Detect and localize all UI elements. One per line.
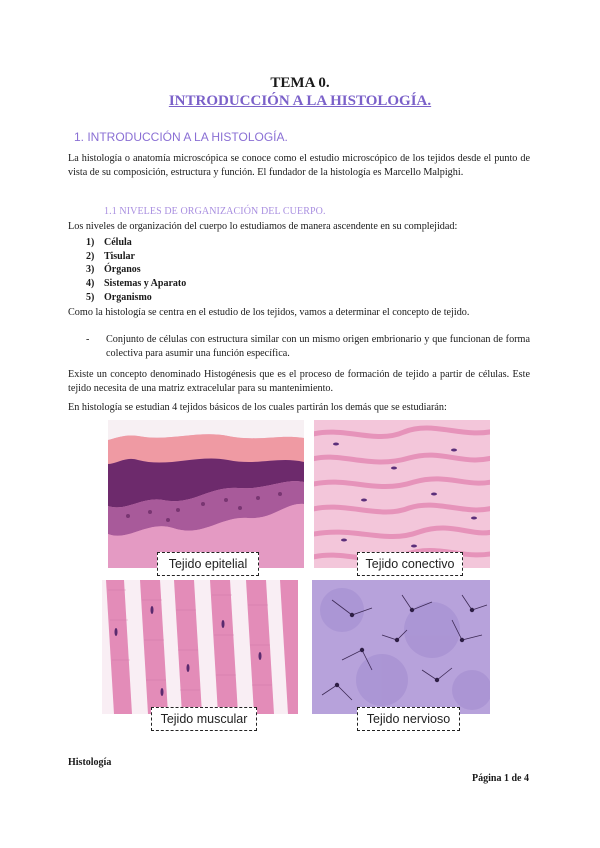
caption-nervioso: Tejido nervioso (357, 707, 460, 731)
nervous-tissue-image (312, 580, 490, 714)
subsection-heading: 1.1 NIVELES DE ORGANIZACIÓN DEL CUERPO. (104, 206, 326, 217)
list-item: 4) Sistemas y Aparato (86, 278, 187, 290)
tissue-definition: - Conjunto de células con estructura similar con un mismo origen embrionario y que funcionan de forma colectiva para asumir una función específica. (86, 334, 530, 359)
tissue-paragraph: Como la histología se centra en el estudio de los tejidos, vamos a determinar el concepto de tejido. (68, 307, 470, 318)
list-item: 5) Organismo (86, 291, 152, 303)
list-item: 1) Célula (86, 237, 132, 248)
four-tissues-paragraph: En histología se estudian 4 tejidos básicos de los cuales partirán los demás que se estudiarán: (68, 402, 447, 413)
levels-intro: Los niveles de organización del cuerpo lo estudiamos de manera ascendente en su complejidad: (68, 221, 458, 232)
list-item: 3) Órganos (86, 264, 141, 276)
intro-paragraph: La histología o anatomía microscópica se conoce como el estudio microscópico de los tejidos desde el punto de vista de su composición, estructura y función. El fundador de la histología es Marcello Malpighi. (68, 153, 530, 178)
epithelial-tissue-image (108, 420, 304, 568)
page-subtitle: INTRODUCCIÓN A LA HISTOLOGÍA. (168, 93, 432, 109)
caption-muscular: Tejido muscular (151, 707, 257, 731)
histogenesis-paragraph: Existe un concepto denominado Histogénesis que es el proceso de formación de tejido a partir de células. Este tejido necesita de una matriz extracelular para su mantenimiento. (68, 369, 530, 394)
levels-list (86, 236, 186, 305)
page-number: Página 1 de 4 (472, 773, 529, 784)
section-heading: 1. INTRODUCCIÓN A LA HISTOLOGÍA. (74, 130, 288, 144)
connective-tissue-image (314, 420, 490, 568)
list-item: 2) Tisular (86, 250, 135, 262)
footer-subject: Histología (68, 757, 112, 768)
caption-conectivo: Tejido conectivo (357, 552, 463, 576)
page-title: TEMA 0. (270, 75, 330, 91)
bullet-dash: - (86, 334, 90, 345)
muscle-tissue-image (102, 580, 298, 714)
caption-epitelial: Tejido epitelial (157, 552, 259, 576)
